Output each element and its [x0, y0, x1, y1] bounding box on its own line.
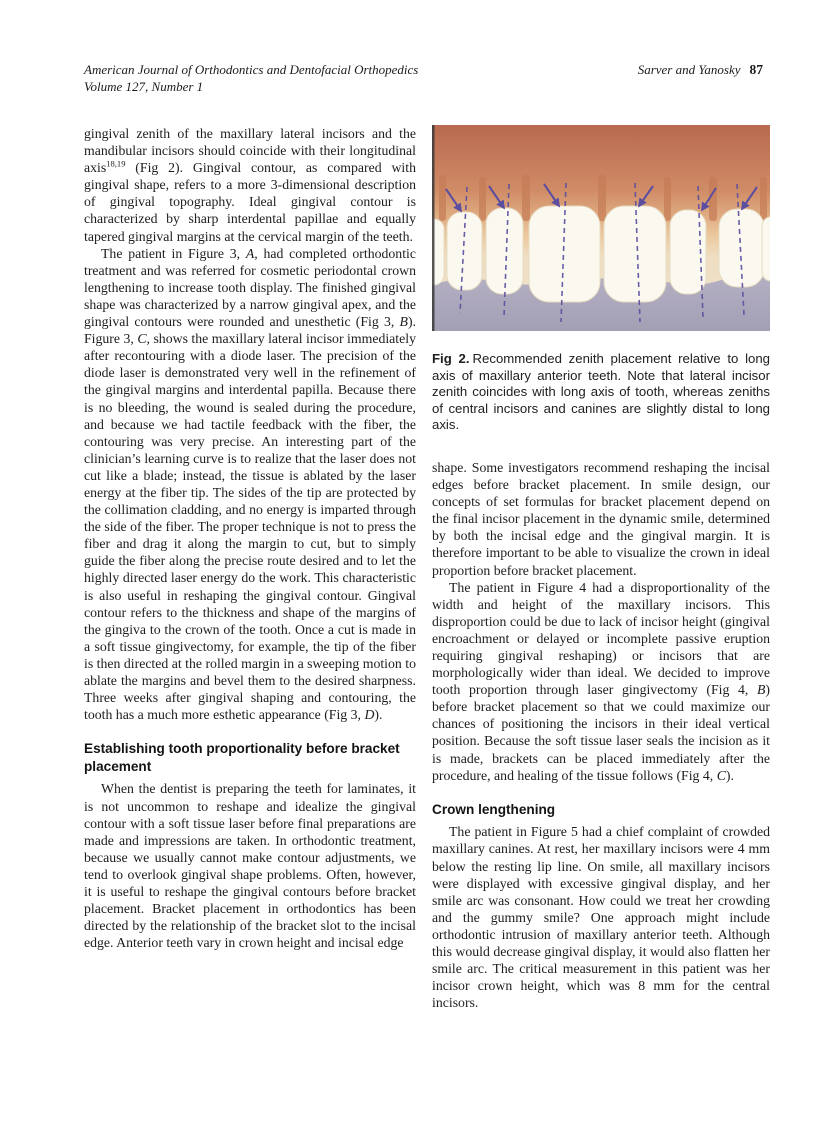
figure-2-caption: [432, 351, 770, 434]
scan-edge-artifact: [432, 125, 435, 331]
section-heading-crown-lengthening: Crown lengthening: [432, 801, 556, 817]
tooth-partial-right: [762, 217, 770, 281]
journal-title: American Journal of Orthodontics and Dentofacial Orthopedics: [84, 62, 419, 77]
figure-2: [432, 125, 770, 434]
left-column: [84, 125, 416, 951]
paragraph-figure5-case: The patient in Figure 5 had a chief complaint of crowded maxillary canines. At rest, her maxillary incisors were 4 mm below the resting lip line. On smile, all maxillary incisors were displayed with excessive gingival display, and her smile arc was consonant. How could we treat her crowding and the gummy smile? One approach might include orthodontic intrusion of maxillary anterior teeth. Although this would decrease gingival display, it would also flatten her smile arc. The critical measurement in this patient was her incisor crown height, which was 8 mm for the central incisors.: [432, 824, 770, 1011]
right-column: [432, 125, 770, 1011]
tooth-lateral-left: [486, 208, 523, 294]
paragraph-laminates: When the dentist is preparing the teeth for laminates, it is not uncommon to reshape and idealize the gingival contour with a soft tissue laser before final preparations are made and impressions are taken. In orthodontic treatment, because we usually cannot make contour adjustments, we tend to overlook gingival shape problems. Often, however, it is useful to reshape the gingival contours before bracket placement. Bracket placement in orthodontics has been directed by the relationship of the bracket slot to the incisal edge. Anterior teeth vary in crown height and incisal edge: [84, 781, 416, 951]
figure-2-caption-text: Recommended zenith placement relative to long axis of maxillary anterior teeth. Note that lateral incisor zenith coincides with long axis of tooth, whereas zeniths of central incisors and canines are slightly distal to long axis.: [432, 351, 770, 433]
figure-2-label: Fig 2.: [432, 351, 470, 366]
journal-issue: Volume 127, Number 1: [84, 78, 204, 94]
paragraph-smile-design: shape. Some investigators recommend reshaping the incisal edges before bracket placement. In smile design, our concepts of set formulas for bracket placement depend on the final incisor placement in the dynamic smile, determined by both the incisal edge and the gingival margin. It is therefore important to be able to visualize the crown in ideal proportion before bracket placement.: [432, 459, 770, 578]
paragraph-gingival-zenith: gingival zenith of the maxillary lateral incisors and the mandibular incisors should coincide with their longitudinal axis$^{18,19}$ (Fig 2). Gingival contour, as compared with gingival shape, refers to a more 3-dimensional description of gingival topography. Ideal gingival contour is characterized by sharp interdental papillae and equally tapered gingival margins at the cervical margin of the teeth.: [84, 126, 416, 244]
paragraph-figure3-case: The patient in Figure 3, A, had completed orthodontic treatment and was referred for cosmetic periodontal crown lengthening to increase tooth display. The finished gingival shape was characterized by a narrow gingival apex, and the gingival contours were rounded and unesthetic (Fig 3, B). Figure 3, C, shows the maxillary lateral incisor immediately after recontouring with a diode laser. The precision of the diode laser is demonstrated very well in the refinement of the gingival margins and interdental papilla. Because there is no bleeding, the wound is sealed during the procedure, and because we had tactile feedback with the fiber, the contouring was very precise. An interesting part of the clinician’s learning curve is to realize that the laser does not cut like a blade; instead, the tissue is ablated by the laser energy at the fiber tip. The sides of the tip are protected by the collimation cladding, and no energy is imparted through the side of the fiber. The proper technique is not to press the fiber and drag it along the margin to cut, but to simply guide the fiber along the precise route desired and to let the highly directed laser energy do the work. This characteristic is also useful in reshaping the gingival contour. Gingival contour refers to the thickness and shape of the margins of the gingiva to the crown of the tooth. Once a cut is made in a soft tissue gingivectomy, for example, the tip of the fiber is then directed at the rolled margin in a sweeping motion to ablate the margins and bevel them to the desired sharpness. Three weeks after gingival shaping and contouring, the tooth has a much more esthetic appearance (Fig 3, D).: [84, 245, 416, 723]
running-head-right: [638, 62, 763, 79]
section-heading-proportionality: Establishing tooth proportionality before bracket placement: [84, 741, 400, 774]
running-header: [84, 62, 763, 95]
running-authors: Sarver and Yanosky: [637, 62, 741, 77]
journal-info: [84, 62, 418, 95]
page-number: 87: [749, 62, 763, 77]
paragraph-figure4-case: The patient in Figure 4 had a disproportionality of the width and height of the maxillary incisors. This disproportion could be due to lack of incisor height (gingival encroachment or delayed or incomplete passive eruption requiring gingival reshaping) or incisors that are morphologically wider than ideal. We decided to improve tooth proportion through laser gingivectomy (Fig 4, B) before bracket placement so that we could maximize our chances of positioning the incisors in their ideal vertical position. Because the soft tissue laser seals the incision as it is made, brackets can be placed immediately after the procedure, and healing of the tissue follows (Fig 4, C).: [432, 579, 770, 783]
figure-2-teeth-illustration: [432, 125, 770, 331]
tooth-central-right: [604, 206, 666, 302]
